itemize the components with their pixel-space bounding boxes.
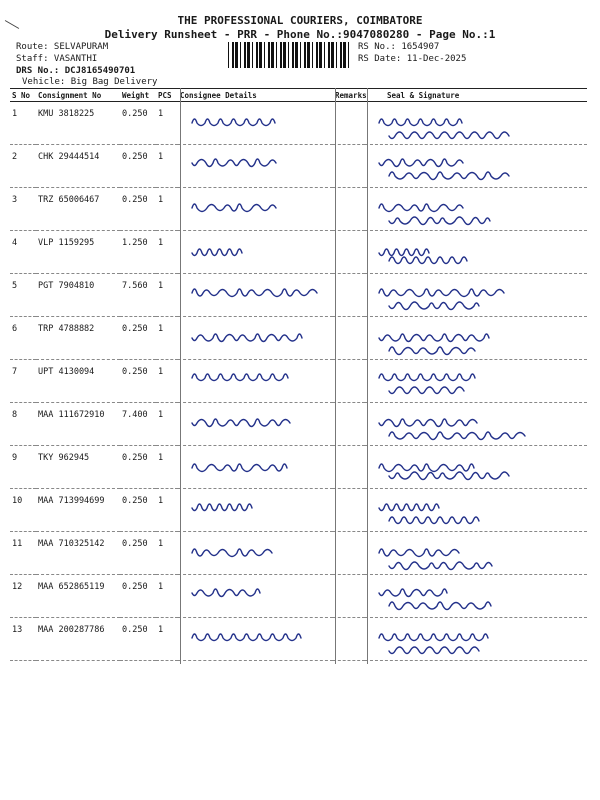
barcode-bar [336,42,337,68]
runsheet-title: Delivery Runsheet - PRR - Phone No.:9047080280 - Page No.:1 [104,28,496,41]
handwriting-stroke [379,549,459,557]
handwriting-scribble [365,489,583,531]
barcode-bar [340,42,342,68]
row-weight: 0.250 [120,532,156,575]
handwriting-stroke [379,334,489,342]
signature-cell [365,618,587,661]
handwriting-stroke [389,387,464,394]
barcode-bar [288,42,289,68]
barcode-bar [319,42,322,68]
barcode-bar [331,42,334,68]
rs-date: RS Date: 11-Dec-2025 [358,54,467,64]
row-pcs: 1 [156,532,178,575]
barcode-bar [300,42,301,68]
row-weight: 0.250 [120,446,156,489]
handwriting-stroke [389,472,509,480]
row-pcs: 1 [156,446,178,489]
handwriting-stroke [389,217,490,225]
row-weight: 0.250 [120,618,156,661]
row-consignment: PGT 7904810 [36,274,120,317]
drs-number: DRS No.: DCJ8165490701 [16,66,136,76]
row-weight: 0.250 [120,188,156,231]
signature-cell [365,145,587,188]
signature-cell [365,317,587,360]
handwriting-stroke [389,302,479,310]
row-sno: 1 [10,102,36,145]
barcode-bar [316,42,318,68]
barcode-bar [240,42,241,68]
barcode-bar [247,42,250,68]
row-weight: 0.250 [120,489,156,532]
remarks-cell [333,102,365,145]
row-sno: 10 [10,489,36,532]
handwriting-scribble [178,360,328,402]
handwriting-stroke [192,589,260,597]
consignee-handwriting [178,317,333,360]
handwriting-scribble [178,575,328,617]
col-consignee: Consignee Details [178,89,333,102]
staff-label: Staff: VASANTHI [16,54,98,64]
handwriting-scribble [365,231,583,273]
runsheet-table [10,88,587,661]
signature-cell [365,102,587,145]
row-pcs: 1 [156,575,178,618]
row-pcs: 1 [156,102,178,145]
handwriting-stroke [192,374,288,381]
handwriting-stroke [379,634,488,641]
column-divider [367,88,368,664]
remarks-cell [333,532,365,575]
signature-cell [365,274,587,317]
row-pcs: 1 [156,274,178,317]
barcode-bar [328,42,330,68]
remarks-cell [333,231,365,274]
handwriting-scribble [365,360,583,402]
row-pcs: 1 [156,618,178,661]
company-title: THE PROFESSIONAL COURIERS, COIMBATORE [177,14,423,27]
barcode-bar [271,42,274,68]
handwriting-stroke [379,504,439,511]
consignee-handwriting [178,489,333,532]
col-remarks: Remarks [335,90,367,100]
row-pcs: 1 [156,489,178,532]
barcode-bar [264,42,265,68]
handwriting-stroke [192,464,287,472]
signature-cell [365,360,587,403]
handwriting-scribble [365,446,583,488]
row-pcs: 1 [156,317,178,360]
handwriting-scribble [178,188,328,230]
table-row [10,188,587,231]
handwriting-stroke [389,132,509,139]
signature-cell [365,231,587,274]
row-consignment: MAA 652865119 [36,575,120,618]
barcode-bar [232,42,234,68]
handwriting-stroke [192,204,276,212]
consignee-handwriting [178,360,333,403]
remarks-cell [333,446,365,489]
table-header-row [10,89,587,102]
row-weight: 0.250 [120,317,156,360]
handwriting-scribble [365,618,583,660]
barcode-bar [295,42,298,68]
remarks-cell [333,575,365,618]
row-sno: 8 [10,403,36,446]
handwriting-scribble [365,575,583,617]
barcode-bar [228,42,229,68]
table-row [10,403,587,446]
barcode-bar [348,42,349,68]
handwriting-scribble [365,317,583,359]
col-pcs: PCS [156,89,178,102]
row-weight: 0.250 [120,360,156,403]
consignee-handwriting [178,274,333,317]
barcode-bar [343,42,346,68]
remarks-cell [333,403,365,446]
row-sno: 4 [10,231,36,274]
barcode-bar [307,42,310,68]
handwriting-scribble [365,188,583,230]
signature-cell [365,575,587,618]
handwriting-stroke [389,517,479,524]
column-divider [335,88,336,664]
handwriting-stroke [192,119,275,126]
handwriting-stroke [389,562,492,570]
row-weight: 0.250 [120,575,156,618]
row-sno: 7 [10,360,36,403]
handwriting-scribble [178,317,328,359]
handwriting-stroke [389,647,479,654]
remarks-cell [333,317,365,360]
consignee-handwriting [178,231,333,274]
col-consignment: Consignment No [36,89,120,102]
vehicle-label: Vehicle: Big Bag Delivery [22,77,158,87]
handwriting-stroke [379,119,462,126]
remarks-cell [333,618,365,661]
handwriting-scribble [178,532,328,574]
handwriting-stroke [192,419,290,427]
row-weight: 7.400 [120,403,156,446]
row-consignment: MAA 111672910 [36,403,120,446]
row-consignment: TRP 4788882 [36,317,120,360]
row-pcs: 1 [156,145,178,188]
handwriting-stroke [379,204,463,212]
signature-cell [365,188,587,231]
table-row [10,274,587,317]
handwriting-scribble [178,145,328,187]
barcode-bar [304,42,306,68]
row-pcs: 1 [156,403,178,446]
handwriting-scribble [178,403,328,445]
handwriting-scribble [365,102,583,144]
rs-number: RS No.: 1654907 [358,42,440,52]
row-sno: 11 [10,532,36,575]
row-sno: 3 [10,188,36,231]
row-weight: 0.250 [120,145,156,188]
handwriting-stroke [192,334,302,342]
row-consignment: TRZ 65006467 [36,188,120,231]
barcode-bar [324,42,325,68]
table-row [10,317,587,360]
handwriting-scribble [178,274,328,316]
row-sno: 5 [10,274,36,317]
signature-cell [365,532,587,575]
row-consignment: UPT 4130094 [36,360,120,403]
row-pcs: 1 [156,360,178,403]
table-row [10,446,587,489]
row-consignment: MAA 710325142 [36,532,120,575]
barcode-bar [292,42,294,68]
handwriting-scribble [178,102,328,144]
table-row [10,360,587,403]
consignee-handwriting [178,403,333,446]
remarks-cell [333,274,365,317]
handwriting-scribble [178,489,328,531]
handwriting-stroke [379,419,477,427]
handwriting-stroke [192,549,272,557]
row-sno: 6 [10,317,36,360]
row-sno: 13 [10,618,36,661]
route-label: Route: SELVAPURAM [16,42,109,52]
table-row [10,102,587,145]
signature-cell [365,489,587,532]
barcode-bar [268,42,270,68]
handwriting-stroke [192,159,276,167]
consignee-handwriting [178,532,333,575]
barcode-bar [283,42,286,68]
table-row [10,575,587,618]
barcode-bar [259,42,262,68]
col-weight: Weight [120,89,156,102]
row-weight: 7.560 [120,274,156,317]
handwriting-stroke [379,289,504,297]
handwriting-stroke [379,249,429,256]
handwriting-stroke [192,504,252,511]
row-sno: 9 [10,446,36,489]
signature-cell [365,446,587,489]
barcode-bar [276,42,277,68]
signature-cell [365,403,587,446]
consignee-handwriting [178,618,333,661]
barcode-bar [244,42,246,68]
table-row [10,532,587,575]
handwriting-stroke [379,589,447,597]
handwriting-stroke [379,159,463,167]
handwriting-stroke [389,257,467,264]
remarks-cell [333,360,365,403]
table-row [10,489,587,532]
row-pcs: 1 [156,188,178,231]
barcode-bar [252,42,253,68]
row-consignment: MAA 200287786 [36,618,120,661]
consignee-handwriting [178,575,333,618]
consignee-handwriting [178,102,333,145]
barcode-icon [228,42,352,68]
handwriting-stroke [379,374,475,381]
row-sno: 12 [10,575,36,618]
handwriting-stroke [389,172,509,180]
handwriting-stroke [192,634,301,641]
handwriting-scribble [365,274,583,316]
consignee-handwriting [178,145,333,188]
row-pcs: 1 [156,231,178,274]
consignee-handwriting [178,188,333,231]
handwriting-stroke [192,249,242,256]
barcode-bar [256,42,258,68]
barcode-bar [312,42,313,68]
handwriting-scribble [365,532,583,574]
handwriting-stroke [389,432,525,440]
row-consignment: MAA 713994699 [36,489,120,532]
handwriting-scribble [365,403,583,445]
row-consignment: VLP 1159295 [36,231,120,274]
handwriting-scribble [178,446,328,488]
remarks-cell [333,188,365,231]
handwriting-stroke [389,602,491,610]
handwriting-scribble [365,145,583,187]
remarks-cell [333,145,365,188]
consignee-handwriting [178,446,333,489]
row-consignment: TKY 962945 [36,446,120,489]
col-sno: S No [10,89,36,102]
col-signature: Seal & Signature [365,89,587,102]
table-row [10,145,587,188]
row-sno: 2 [10,145,36,188]
handwriting-scribble [178,231,328,273]
remarks-cell [333,489,365,532]
row-weight: 1.250 [120,231,156,274]
handwriting-stroke [389,347,475,355]
row-consignment: KMU 3818225 [36,102,120,145]
table-row [10,231,587,274]
row-weight: 0.250 [120,102,156,145]
barcode-bar [280,42,282,68]
handwriting-stroke [379,464,474,472]
table-row [10,618,587,661]
column-divider [180,88,181,664]
barcode-bar [235,42,238,68]
row-consignment: CHK 29444514 [36,145,120,188]
handwriting-scribble [178,618,328,660]
handwriting-stroke [192,289,317,297]
